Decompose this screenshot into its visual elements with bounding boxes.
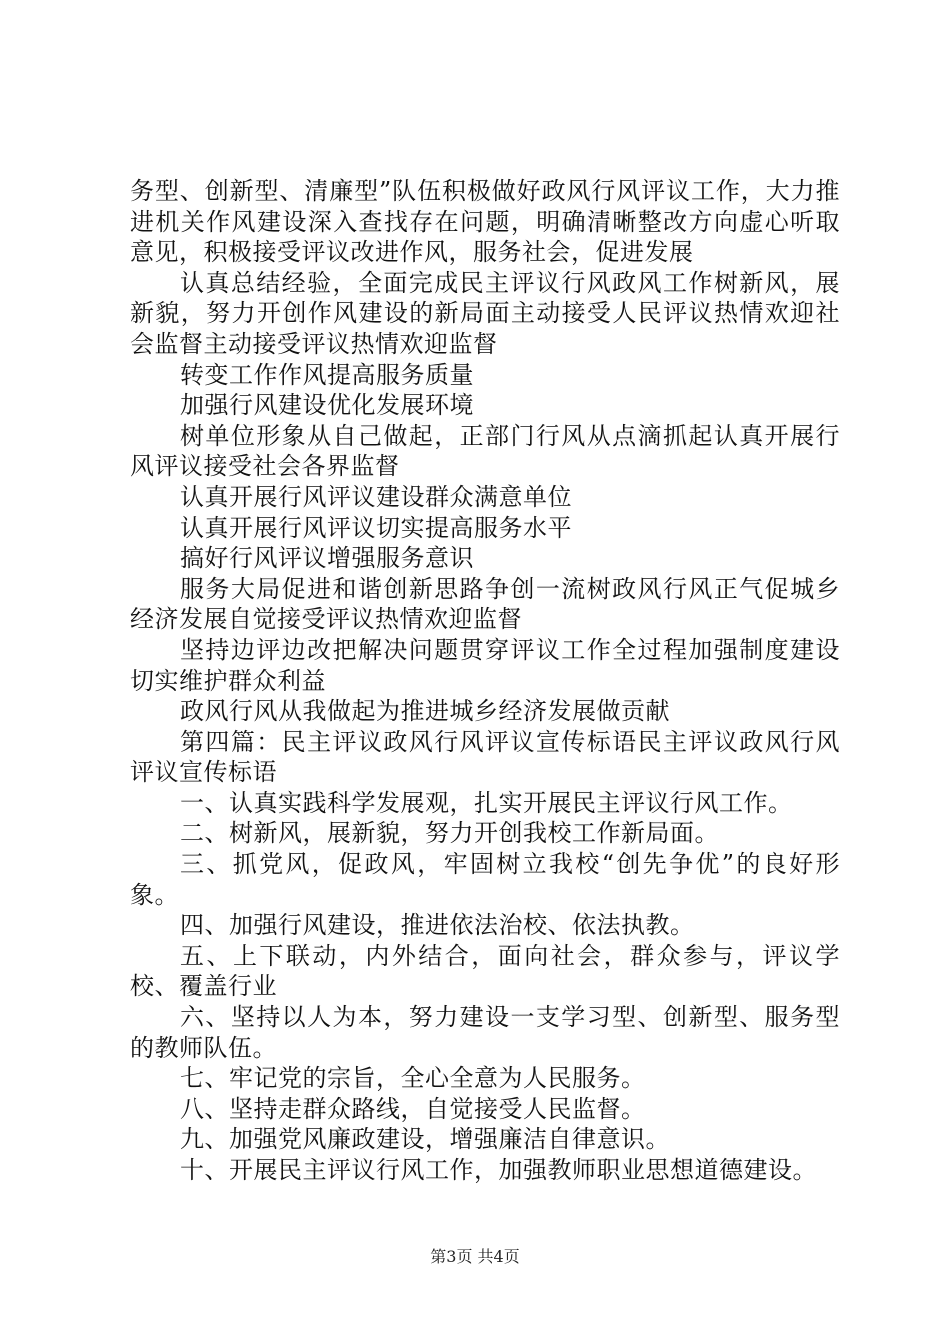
slogan-item-3: 三、抓党风，促政风，牢固树立我校“创先争优”的良好形象。 <box>130 850 840 909</box>
document-body <box>130 176 840 1186</box>
paragraph-6: 认真开展行风评议建设群众满意单位 <box>180 482 572 511</box>
paragraph-2: 认真总结经验，全面完成民主评议行风政风工作树新风，展新貌，努力开创作风建设的新局面主动接受人民评议热情欢迎社会监督主动接受评议热情欢迎监督 <box>130 268 840 358</box>
paragraph-4: 加强行风建设优化发展环境 <box>180 391 474 420</box>
paragraph-10: 坚持边评边改把解决问题贯穿评议工作全过程加强制度建设切实维护群众利益 <box>130 635 840 695</box>
paragraph-3: 转变工作作风提高服务质量 <box>180 360 474 389</box>
paragraph-1: 务型、创新型、清廉型”队伍积极做好政风行风评议工作，大力推进机关作风建设深入查找存在问题，明确清晰整改方向虚心听取意见，积极接受评议改进作风，服务社会，促进发展 <box>130 177 840 267</box>
slogan-item-10: 十、开展民主评议行风工作，加强教师职业思想道德建设。 <box>180 1156 817 1184</box>
paragraph-7: 认真开展行风评议切实提高服务水平 <box>180 513 572 542</box>
slogan-item-4: 四、加强行风建设，推进依法治校、依法执教。 <box>180 911 695 940</box>
slogan-item-8: 八、坚持走群众路线，自觉接受人民监督。 <box>180 1094 646 1123</box>
page-number-label: 第3页 共4页 <box>430 1247 520 1266</box>
slogan-item-1: 一、认真实践科学发展观，扎实开展民主评议行风工作。 <box>180 788 793 817</box>
slogan-item-2: 二、树新风，展新貌，努力开创我校工作新局面。 <box>180 819 719 848</box>
page-footer <box>0 1244 950 1267</box>
slogan-item-6: 六、坚持以人为本，努力建设一支学习型、创新型、服务型的教师队伍。 <box>130 1003 840 1062</box>
slogan-item-5: 五、上下联动，内外结合，面向社会，群众参与，评议学校、覆盖行业 <box>130 941 840 1001</box>
paragraph-11: 政风行风从我做起为推进城乡经济发展做贡献 <box>180 697 670 726</box>
paragraph-9: 服务大局促进和谐创新思路争创一流树政风行风正气促城乡经济发展自觉接受评议热情欢迎监督 <box>130 574 840 634</box>
slogan-item-7: 七、牢记党的宗旨，全心全意为人民服务。 <box>180 1064 646 1093</box>
slogan-item-9: 九、加强党风廉政建设，增强廉洁自律意识。 <box>180 1125 670 1154</box>
section-heading: 第四篇：民主评议政风行风评议宣传标语民主评议政风行风评议宣传标语 <box>130 727 840 787</box>
paragraph-5: 树单位形象从自己做起，正部门行风从点滴抓起认真开展行风评议接受社会各界监督 <box>130 421 840 481</box>
paragraph-8: 搞好行风评议增强服务意识 <box>180 544 474 573</box>
